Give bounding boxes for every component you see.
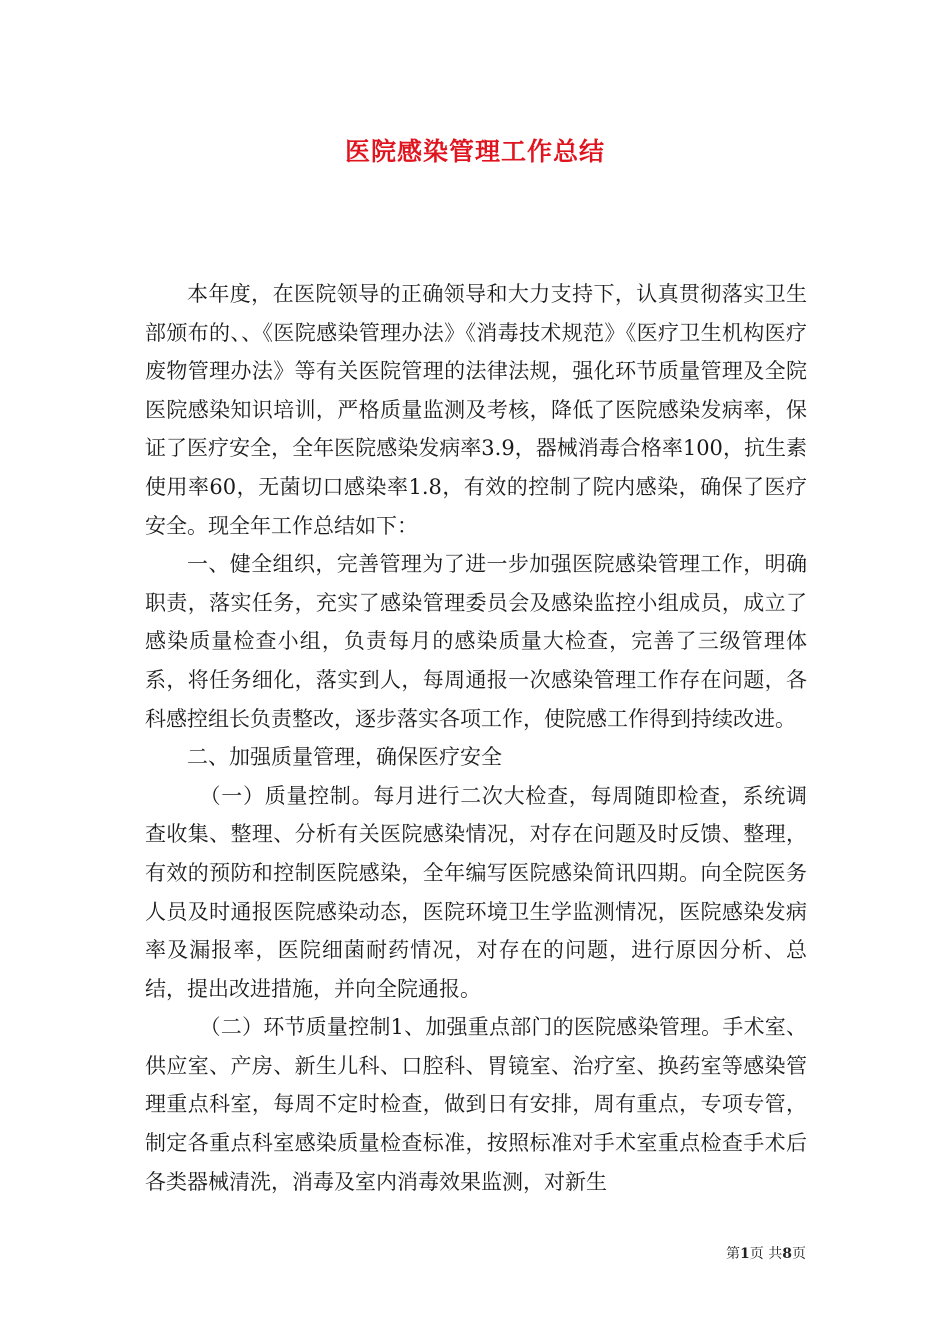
paragraph-section-2-heading: 二、加强质量管理，确保医疗安全 <box>187 745 502 770</box>
paragraph-subsection-1: （一）质量控制。每月进行二次大检查，每周随即检查，系统调查收集、整理、分析有关医院感染情况，对存在问题及时反馈、整理，有效的预防和控制医院感染，全年编写医院感染简讯四期。向全院医务人员及时通报医院感染动态，医院环境卫生学监测情况，医院感染发病率及漏报率，医院细菌耐药情况，对存在的问题，进行原因分析、总结，提出改进措施，并向全院通报。 <box>145 783 807 1001</box>
document-body <box>145 275 807 1201</box>
footer-prefix: 第 <box>726 1246 741 1262</box>
paragraph-intro: 本年度，在医院领导的正确领导和大力支持下，认真贯彻落实卫生部颁布的、、《医院感染管理办法》《消毒技术规范》《医疗卫生机构医疗废物管理办法》等有关医院管理的法律法规，强化环节质量管理及全院医院感染知识培训，严格质量监测及考核，降低了医院感染发病率，保证了医疗安全，全年医院感染发病率3.9，器械消毒合格率100，抗生素使用率60，无菌切口感染率1.8，有效的控制了院内感染，确保了医疗安全。现全年工作总结如下： <box>145 282 807 538</box>
total-page-number: 8 <box>782 1246 792 1262</box>
page-number-footer <box>726 1243 806 1263</box>
current-page-number: 1 <box>740 1246 750 1262</box>
paragraph-subsection-2: （二）环节质量控制1、加强重点部门的医院感染管理。手术室、供应室、产房、新生儿科、口腔科、胃镜室、治疗室、换药室等感染管理重点科室，每周不定时检查，做到日有安排，周有重点，专项专管，制定各重点科室感染质量检查标准，按照标准对手术室重点检查手术后各类器械清洗，消毒及室内消毒效果监测，对新生 <box>145 1015 807 1194</box>
document-title: 医院感染管理工作总结 <box>344 137 605 166</box>
footer-suffix: 页 <box>792 1246 806 1262</box>
paragraph-section-1: 一、健全组织，完善管理为了进一步加强医院感染管理工作，明确职责，落实任务，充实了感染管理委员会及感染监控小组成员，成立了感染质量检查小组，负责每月的感染质量大检查，完善了三级管理体系，将任务细化，落实到人，每周通报一次感染管理工作存在问题，各科感控组长负责整改，逐步落实各项工作，使院感工作得到持续改进。 <box>145 552 807 731</box>
footer-middle: 页 共 <box>749 1246 783 1262</box>
